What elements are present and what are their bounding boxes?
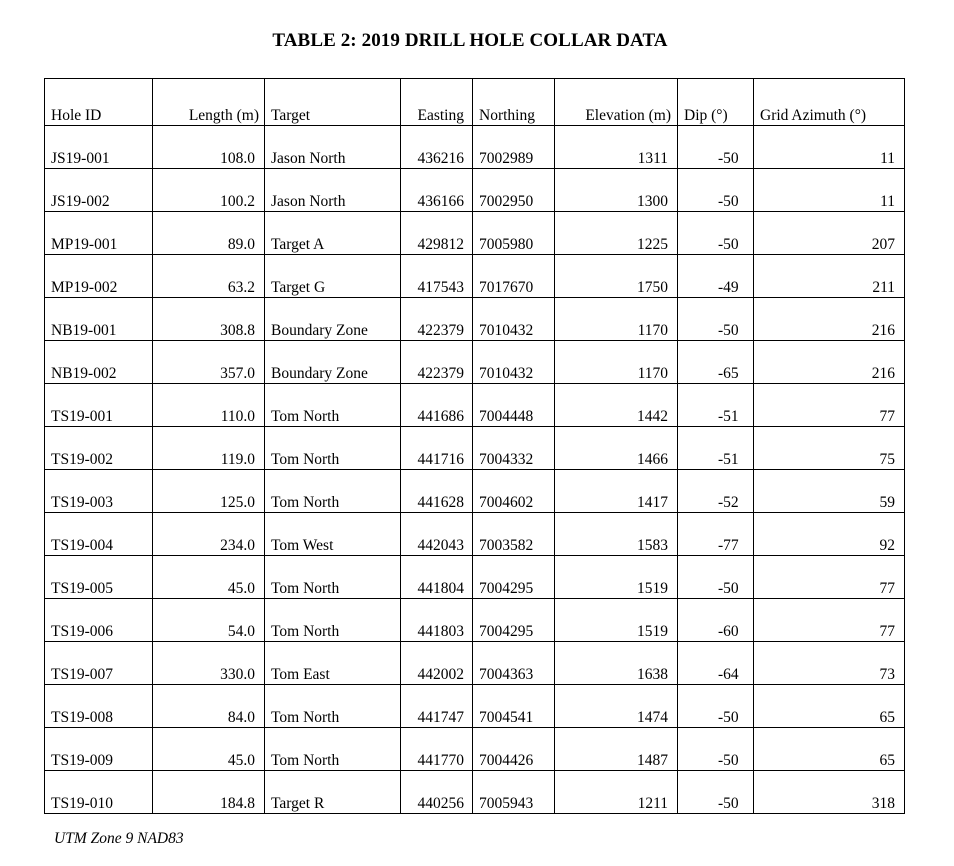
- header-hole-id: Hole ID: [45, 79, 153, 126]
- cell-easting: 417543: [401, 255, 473, 298]
- cell-easting: 441804: [401, 556, 473, 599]
- cell-dip: -49: [678, 255, 754, 298]
- cell-azimuth: 211: [754, 255, 905, 298]
- cell-length: 308.8: [153, 298, 265, 341]
- cell-northing: 7003582: [473, 513, 555, 556]
- cell-length: 45.0: [153, 556, 265, 599]
- cell-target: Tom North: [265, 556, 401, 599]
- cell-hole-id: JS19-002: [45, 169, 153, 212]
- cell-northing: 7010432: [473, 298, 555, 341]
- cell-easting: 436166: [401, 169, 473, 212]
- table-row: [45, 169, 905, 212]
- cell-length: 54.0: [153, 599, 265, 642]
- cell-azimuth: 77: [754, 556, 905, 599]
- cell-elevation: 1519: [555, 556, 678, 599]
- cell-azimuth: 92: [754, 513, 905, 556]
- cell-hole-id: TS19-010: [45, 771, 153, 814]
- cell-target: Tom North: [265, 470, 401, 513]
- cell-northing: 7017670: [473, 255, 555, 298]
- header-target: Target: [265, 79, 401, 126]
- cell-elevation: 1211: [555, 771, 678, 814]
- cell-hole-id: TS19-001: [45, 384, 153, 427]
- table-row: [45, 384, 905, 427]
- collar-data-table: [44, 78, 905, 814]
- cell-hole-id: TS19-003: [45, 470, 153, 513]
- cell-hole-id: JS19-001: [45, 126, 153, 169]
- cell-hole-id: TS19-004: [45, 513, 153, 556]
- cell-length: 110.0: [153, 384, 265, 427]
- table-row: [45, 126, 905, 169]
- cell-hole-id: TS19-009: [45, 728, 153, 771]
- cell-target: Tom North: [265, 427, 401, 470]
- cell-easting: 422379: [401, 341, 473, 384]
- cell-length: 108.0: [153, 126, 265, 169]
- cell-azimuth: 65: [754, 685, 905, 728]
- table-row: [45, 255, 905, 298]
- cell-target: Boundary Zone: [265, 298, 401, 341]
- cell-northing: 7004295: [473, 599, 555, 642]
- cell-northing: 7004295: [473, 556, 555, 599]
- cell-dip: -50: [678, 298, 754, 341]
- cell-azimuth: 77: [754, 384, 905, 427]
- cell-target: Tom West: [265, 513, 401, 556]
- cell-target: Boundary Zone: [265, 341, 401, 384]
- cell-dip: -77: [678, 513, 754, 556]
- cell-dip: -50: [678, 728, 754, 771]
- cell-elevation: 1583: [555, 513, 678, 556]
- table-row: [45, 599, 905, 642]
- cell-azimuth: 207: [754, 212, 905, 255]
- cell-elevation: 1225: [555, 212, 678, 255]
- cell-target: Tom North: [265, 384, 401, 427]
- cell-northing: 7005980: [473, 212, 555, 255]
- cell-azimuth: 73: [754, 642, 905, 685]
- cell-hole-id: NB19-001: [45, 298, 153, 341]
- table-row: [45, 470, 905, 513]
- cell-hole-id: TS19-007: [45, 642, 153, 685]
- cell-azimuth: 65: [754, 728, 905, 771]
- cell-northing: 7004448: [473, 384, 555, 427]
- cell-elevation: 1638: [555, 642, 678, 685]
- cell-azimuth: 216: [754, 341, 905, 384]
- header-length: Length (m): [153, 79, 265, 126]
- cell-elevation: 1442: [555, 384, 678, 427]
- cell-northing: 7004332: [473, 427, 555, 470]
- table-row: [45, 513, 905, 556]
- cell-hole-id: NB19-002: [45, 341, 153, 384]
- cell-dip: -50: [678, 685, 754, 728]
- cell-length: 119.0: [153, 427, 265, 470]
- cell-length: 89.0: [153, 212, 265, 255]
- cell-elevation: 1487: [555, 728, 678, 771]
- cell-dip: -50: [678, 771, 754, 814]
- cell-easting: 441716: [401, 427, 473, 470]
- cell-elevation: 1170: [555, 298, 678, 341]
- cell-dip: -50: [678, 212, 754, 255]
- cell-hole-id: TS19-008: [45, 685, 153, 728]
- cell-hole-id: MP19-002: [45, 255, 153, 298]
- cell-length: 100.2: [153, 169, 265, 212]
- cell-length: 330.0: [153, 642, 265, 685]
- cell-target: Target R: [265, 771, 401, 814]
- cell-dip: -64: [678, 642, 754, 685]
- cell-northing: 7005943: [473, 771, 555, 814]
- table-row: [45, 556, 905, 599]
- header-azimuth: Grid Azimuth (°): [754, 79, 905, 126]
- table-header-row: [45, 79, 905, 126]
- cell-elevation: 1170: [555, 341, 678, 384]
- cell-easting: 429812: [401, 212, 473, 255]
- cell-hole-id: TS19-002: [45, 427, 153, 470]
- cell-northing: 7004426: [473, 728, 555, 771]
- table-row: [45, 771, 905, 814]
- cell-length: 234.0: [153, 513, 265, 556]
- table-row: [45, 642, 905, 685]
- cell-northing: 7002989: [473, 126, 555, 169]
- cell-azimuth: 59: [754, 470, 905, 513]
- cell-northing: 7002950: [473, 169, 555, 212]
- cell-azimuth: 11: [754, 126, 905, 169]
- cell-dip: -50: [678, 126, 754, 169]
- table-row: [45, 298, 905, 341]
- cell-easting: 441770: [401, 728, 473, 771]
- cell-length: 45.0: [153, 728, 265, 771]
- cell-target: Tom North: [265, 685, 401, 728]
- table-row: [45, 685, 905, 728]
- cell-length: 84.0: [153, 685, 265, 728]
- cell-dip: -60: [678, 599, 754, 642]
- cell-elevation: 1311: [555, 126, 678, 169]
- cell-easting: 422379: [401, 298, 473, 341]
- cell-target: Tom North: [265, 599, 401, 642]
- table-row: [45, 728, 905, 771]
- page-title: TABLE 2: 2019 DRILL HOLE COLLAR DATA: [272, 30, 668, 51]
- cell-easting: 442043: [401, 513, 473, 556]
- table-row: [45, 212, 905, 255]
- cell-length: 125.0: [153, 470, 265, 513]
- cell-northing: 7004602: [473, 470, 555, 513]
- cell-hole-id: TS19-005: [45, 556, 153, 599]
- header-dip: Dip (°): [678, 79, 754, 126]
- cell-azimuth: 318: [754, 771, 905, 814]
- cell-northing: 7004363: [473, 642, 555, 685]
- cell-easting: 441628: [401, 470, 473, 513]
- table-row: [45, 341, 905, 384]
- cell-elevation: 1474: [555, 685, 678, 728]
- cell-easting: 441686: [401, 384, 473, 427]
- cell-target: Tom East: [265, 642, 401, 685]
- cell-dip: -50: [678, 556, 754, 599]
- cell-target: Jason North: [265, 126, 401, 169]
- cell-target: Target A: [265, 212, 401, 255]
- cell-easting: 442002: [401, 642, 473, 685]
- cell-elevation: 1466: [555, 427, 678, 470]
- cell-azimuth: 11: [754, 169, 905, 212]
- cell-dip: -50: [678, 169, 754, 212]
- cell-easting: 440256: [401, 771, 473, 814]
- cell-easting: 441803: [401, 599, 473, 642]
- cell-azimuth: 216: [754, 298, 905, 341]
- cell-dip: -51: [678, 427, 754, 470]
- cell-dip: -65: [678, 341, 754, 384]
- table-row: [45, 427, 905, 470]
- cell-dip: -52: [678, 470, 754, 513]
- cell-easting: 436216: [401, 126, 473, 169]
- cell-hole-id: TS19-006: [45, 599, 153, 642]
- footnote: UTM Zone 9 NAD83: [54, 830, 184, 847]
- cell-northing: 7004541: [473, 685, 555, 728]
- cell-dip: -51: [678, 384, 754, 427]
- header-elevation: Elevation (m): [555, 79, 678, 126]
- cell-elevation: 1417: [555, 470, 678, 513]
- cell-length: 357.0: [153, 341, 265, 384]
- cell-northing: 7010432: [473, 341, 555, 384]
- cell-target: Jason North: [265, 169, 401, 212]
- cell-easting: 441747: [401, 685, 473, 728]
- cell-target: Target G: [265, 255, 401, 298]
- cell-elevation: 1300: [555, 169, 678, 212]
- cell-hole-id: MP19-001: [45, 212, 153, 255]
- cell-azimuth: 77: [754, 599, 905, 642]
- cell-azimuth: 75: [754, 427, 905, 470]
- header-easting: Easting: [401, 79, 473, 126]
- header-northing: Northing: [473, 79, 555, 126]
- cell-elevation: 1750: [555, 255, 678, 298]
- cell-elevation: 1519: [555, 599, 678, 642]
- cell-target: Tom North: [265, 728, 401, 771]
- cell-length: 63.2: [153, 255, 265, 298]
- cell-length: 184.8: [153, 771, 265, 814]
